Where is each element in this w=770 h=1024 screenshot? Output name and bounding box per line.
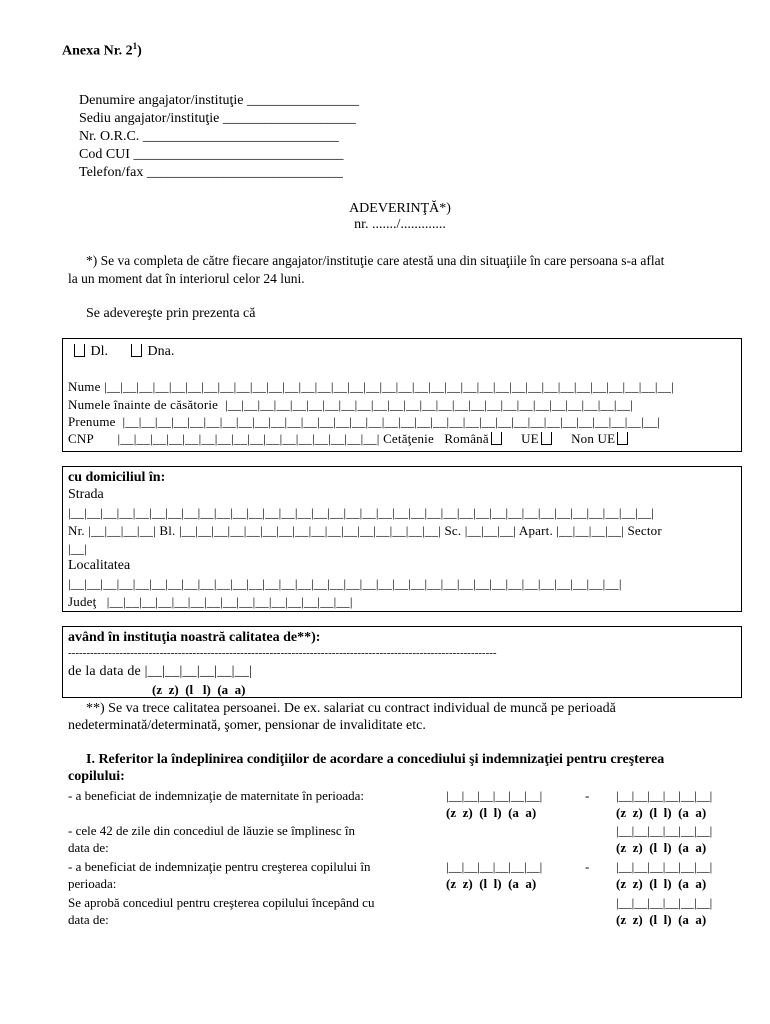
first-name-field[interactable]: Prenume |__|__|__|__|__|__|__|__|__|__|__|__|__|__|__|__|__|__|__|__|__|__|__|__|__|__|__|__|__|__|__|__|__| (68, 414, 660, 429)
date-legend: (z z) (l l) (a a) (446, 876, 537, 891)
date-legend: (z z) (l l) (a a) (616, 912, 707, 927)
annex-label: Anexa Nr. $2^1$) (62, 41, 142, 59)
from-date-legend: (z z) (l l) (a a) (152, 682, 246, 697)
non-eu-checkbox[interactable] (617, 432, 628, 445)
county-field[interactable]: Judeţ |__|__|__|__|__|__|__|__|__|__|__|__|__|__|__| (68, 594, 353, 609)
sector-field[interactable]: |__| (68, 541, 88, 556)
cnp-field[interactable]: CNP |__|__|__|__|__|__|__|__|__|__|__|__|__|__|__|__| Cetăţenie Română UE Non UE (68, 430, 630, 447)
section1-heading: I. Referitor la îndeplinirea condiţiilor de acordare a concediului şi indemnizaţiei pentru creşterea (86, 752, 665, 767)
maiden-name-field[interactable]: Numele înainte de căsătorie |__|__|__|__|__|__|__|__|__|__|__|__|__|__|__|__|__|__|__|__|__|__|__|__|__| (68, 397, 633, 412)
postnatal-date[interactable]: |__|__|__|__|__|__| (616, 823, 713, 838)
title-selector: Dl. Dna. (72, 343, 174, 360)
from-date-field[interactable]: de la data de |__|__|__|__|__|__| (68, 664, 253, 679)
address-heading: cu domiciliul în: (68, 470, 166, 485)
childcare-allowance-label-cont: perioada: (68, 876, 117, 891)
quality-dashes[interactable]: --------------------------------------------------------------------------------------------------------------------- (68, 647, 497, 659)
phone-fax-line: Telefon/fax ____________________________ (79, 165, 343, 180)
maternity-start-date[interactable]: |__|__|__|__|__|__| (446, 788, 543, 803)
quality-note-cont: nedeterminată/determinată, şomer, pensionar de invaliditate etc. (68, 718, 426, 733)
street-field[interactable]: |__|__|__|__|__|__|__|__|__|__|__|__|__|__|__|__|__|__|__|__|__|__|__|__|__|__|__|__|__|__|__|__|__|__|__|__| (68, 505, 655, 520)
orc-number-line: Nr. O.R.C. ____________________________ (79, 129, 339, 144)
quality-note: **) Se va trece calitatea persoanei. De ex. salariat cu contract individual de muncă pe perioadă (86, 701, 616, 716)
leave-start-date[interactable]: |__|__|__|__|__|__| (616, 895, 713, 910)
locality-label: Localitatea (68, 558, 131, 573)
employer-name-line: Denumire angajator/instituţie ________________ (79, 93, 359, 108)
postnatal-label-cont: data de: (68, 840, 109, 855)
dna-checkbox[interactable] (131, 344, 142, 357)
maternity-label: - a beneficiat de indemnizaţie de maternitate în perioada: (68, 788, 364, 803)
leave-approval-label-cont: data de: (68, 912, 109, 927)
postnatal-label: - cele 42 de zile din concediul de lăuzie se împlinesc în (68, 823, 355, 838)
surname-field[interactable]: Nume |__|__|__|__|__|__|__|__|__|__|__|__|__|__|__|__|__|__|__|__|__|__|__|__|__|__|__|__|__|__|__|__|__|__|__| (68, 379, 674, 394)
certificate-note-cont: la un moment dat în interiorul celor 24 luni. (68, 271, 305, 286)
romanian-checkbox[interactable] (491, 432, 502, 445)
quality-heading: având în instituţia noastră calitatea de**): (68, 630, 321, 645)
childcare-allowance-label: - a beneficiat de indemnizaţie pentru creşterea copilului în (68, 859, 371, 874)
date-legend: (z z) (l l) (a a) (616, 876, 707, 891)
date-legend: (z z) (l l) (a a) (616, 840, 707, 855)
locality-field[interactable]: |__|__|__|__|__|__|__|__|__|__|__|__|__|__|__|__|__|__|__|__|__|__|__|__|__|__|__|__|__|__|__|__|__|__| (68, 576, 622, 591)
childcare-end-date[interactable]: |__|__|__|__|__|__| (616, 859, 713, 874)
eu-checkbox[interactable] (541, 432, 552, 445)
dl-checkbox[interactable] (74, 344, 85, 357)
cui-code-line: Cod CUI ______________________________ (79, 147, 344, 162)
date-legend: (z z) (l l) (a a) (616, 805, 707, 820)
range-dash: - (585, 859, 590, 874)
certificate-intro: Se adevereşte prin prezenta că (86, 306, 256, 321)
leave-approval-label: Se aprobă concediul pentru creşterea copilului începând cu (68, 895, 375, 910)
street-label: Strada (68, 487, 104, 502)
certificate-title: ADEVERINŢĂ*) (349, 201, 451, 216)
citizenship-label: Cetăţenie (383, 431, 434, 446)
number-block-field[interactable]: Nr. |__|__|__|__| Bl. |__|__|__|__|__|__|__|__|__|__|__|__|__|__|__|__| Sc. |__|__|__| Apart. |__|__|__|__| Sector (68, 523, 662, 538)
childcare-start-date[interactable]: |__|__|__|__|__|__| (446, 859, 543, 874)
certificate-note: *) Se va completa de către fiecare angajator/instituţie care atestă una din situaţiile în care persoana s-a aflat (86, 253, 665, 268)
employer-address-line: Sediu angajator/instituţie ___________________ (79, 111, 356, 126)
date-legend: (z z) (l l) (a a) (446, 805, 537, 820)
range-dash: - (585, 788, 590, 803)
certificate-number: nr. ......./............. (354, 217, 446, 232)
maternity-end-date[interactable]: |__|__|__|__|__|__| (616, 788, 713, 803)
section1-heading-cont: copilului: (68, 769, 125, 784)
